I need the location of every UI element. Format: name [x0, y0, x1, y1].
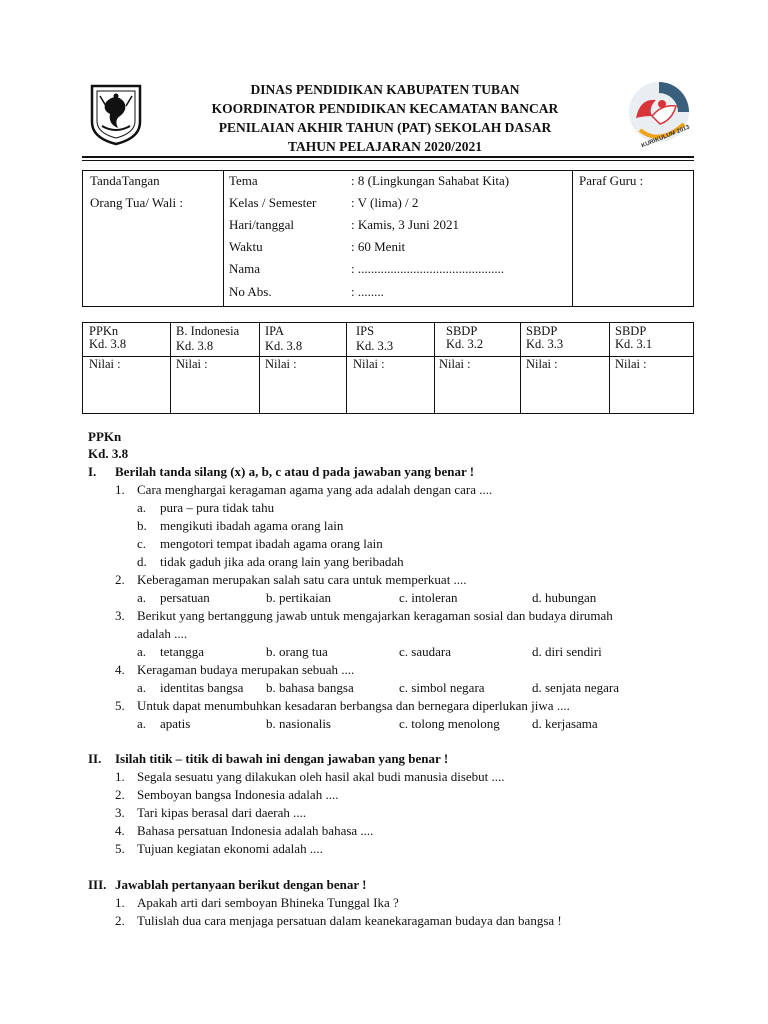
score-table-divider — [520, 323, 521, 413]
option-text[interactable]: d. kerjasama — [532, 716, 598, 731]
subject-kd: Kd. 3.2 — [446, 337, 484, 351]
score-field[interactable]: Nilai : — [526, 357, 558, 371]
section-subject: PPKn — [88, 429, 122, 444]
part1-number: I. — [88, 464, 97, 479]
question-number: 1. — [115, 482, 125, 497]
option-text[interactable]: b. bahasa bangsa — [266, 680, 354, 695]
question-text: Keragaman budaya merupakan sebuah .... — [137, 662, 355, 677]
question-text: Segala sesuatu yang dilakukan oleh hasil akal budi manusia disebut .... — [137, 769, 505, 784]
subject-name: SBDP — [526, 324, 558, 338]
option-letter: a. — [137, 500, 147, 515]
option-text[interactable]: persatuan — [160, 590, 210, 605]
time-label: Waktu — [229, 239, 263, 254]
option-text[interactable]: b. orang tua — [266, 644, 328, 659]
option-text[interactable]: pura – pura tidak tahu — [160, 500, 275, 515]
option-text[interactable]: b. nasionalis — [266, 716, 331, 731]
question-text: Untuk dapat menumbuhkan kesadaran berbangsa dan bernegara diperlukan jiwa .... — [137, 698, 570, 713]
question-number: 4. — [115, 823, 125, 838]
time-value: : 60 Menit — [351, 239, 406, 254]
option-text[interactable]: c. intoleran — [399, 590, 458, 605]
option-letter: b. — [137, 518, 147, 533]
header-line-1: DINAS PENDIDIKAN KABUPATEN TUBAN — [250, 82, 520, 97]
score-table-divider — [170, 323, 171, 413]
option-text[interactable]: mengikuti ibadah agama orang lain — [160, 518, 344, 533]
score-field[interactable]: Nilai : — [353, 357, 385, 371]
subject-name: IPS — [356, 324, 375, 338]
option-text[interactable]: d. senjata negara — [532, 680, 619, 695]
option-text[interactable]: tidak gaduh jika ada orang lain yang beribadah — [160, 554, 404, 569]
option-letter: d. — [137, 554, 147, 569]
option-text[interactable]: mengotori tempat ibadah agama orang lain — [160, 536, 383, 551]
question-text: Tari kipas berasal dari daerah .... — [137, 805, 307, 820]
option-text[interactable]: identitas bangsa — [160, 680, 244, 695]
info-table-divider — [572, 171, 573, 306]
question-text: Cara menghargai keragaman agama yang ada adalah dengan cara .... — [137, 482, 493, 497]
question-text: Berikut yang bertanggung jawab untuk mengajarkan keragaman sosial dan budaya dirumah — [137, 608, 613, 623]
header-line-3: PENILAIAN AKHIR TAHUN (PAT) SEKOLAH DASAR — [218, 120, 552, 135]
regency-emblem-logo — [88, 82, 144, 146]
question-number: 3. — [115, 608, 125, 623]
score-table — [82, 322, 694, 414]
score-table-divider — [609, 323, 610, 413]
question-text: Tujuan kegiatan ekonomi adalah .... — [137, 841, 323, 856]
question-number: 4. — [115, 662, 125, 677]
question-text: Bahasa persatuan Indonesia adalah bahasa .... — [137, 823, 374, 838]
score-table-divider — [434, 323, 435, 413]
subject-name: B. Indonesia — [176, 324, 240, 338]
score-table-divider — [346, 323, 347, 413]
document-header — [160, 80, 610, 156]
question-text-continued: adalah .... — [137, 626, 188, 641]
subject-kd: Kd. 3.3 — [526, 337, 564, 351]
student-info-table — [82, 170, 694, 307]
score-field[interactable]: Nilai : — [615, 357, 647, 371]
option-text[interactable]: d. hubungan — [532, 590, 597, 605]
question-number: 5. — [115, 698, 125, 713]
name-label: Nama — [229, 261, 261, 276]
score-table-divider — [259, 323, 260, 413]
subject-kd: Kd. 3.8 — [89, 337, 127, 351]
kurikulum-2013-logo — [626, 76, 692, 154]
subject-name: SBDP — [446, 324, 478, 338]
question-number: 2. — [115, 572, 125, 587]
part3-number: III. — [88, 877, 107, 892]
question-number: 5. — [115, 841, 125, 856]
question-number: 2. — [115, 787, 125, 802]
section-kd: Kd. 3.8 — [88, 446, 129, 461]
class-semester-value: : V (lima) / 2 — [351, 195, 419, 210]
question-number: 3. — [115, 805, 125, 820]
question-text: Keberagaman merupakan salah satu cara untuk memperkuat .... — [137, 572, 467, 587]
attendance-number-label: No Abs. — [229, 284, 272, 299]
date-value: : Kamis, 3 Juni 2021 — [351, 217, 459, 232]
option-letter: a. — [137, 680, 147, 695]
attendance-number-field[interactable]: : ........ — [351, 284, 384, 299]
score-field[interactable]: Nilai : — [439, 357, 471, 371]
parent-guardian-label: Orang Tua/ Wali : — [90, 195, 183, 210]
option-letter: a. — [137, 644, 147, 659]
option-text[interactable]: tetangga — [160, 644, 205, 659]
class-semester-label: Kelas / Semester — [229, 195, 317, 210]
question-text: Semboyan bangsa Indonesia adalah .... — [137, 787, 339, 802]
question-text: Apakah arti dari semboyan Bhineka Tunggal Ika ? — [137, 895, 399, 910]
option-text[interactable]: c. tolong menolong — [399, 716, 500, 731]
theme-label: Tema — [229, 173, 258, 188]
question-number: 1. — [115, 769, 125, 784]
part2-number: II. — [88, 751, 102, 766]
option-letter: a. — [137, 716, 147, 731]
header-rule-thin — [82, 160, 694, 161]
option-text[interactable]: b. pertikaian — [266, 590, 331, 605]
date-label: Hari/tanggal — [229, 217, 294, 232]
info-table-divider — [223, 171, 224, 306]
part1-instruction: Berilah tanda silang (x) a, b, c atau d pada jawaban yang benar ! — [115, 464, 475, 479]
part2-instruction: Isilah titik – titik di bawah ini dengan jawaban yang benar ! — [115, 751, 449, 766]
score-field[interactable]: Nilai : — [265, 357, 297, 371]
subject-name: SBDP — [615, 324, 647, 338]
option-letter: a. — [137, 590, 147, 605]
option-text[interactable]: c. simbol negara — [399, 680, 485, 695]
option-text[interactable]: apatis — [160, 716, 191, 731]
subject-name: PPKn — [89, 324, 119, 338]
header-line-2: KOORDINATOR PENDIDIKAN KECAMATAN BANCAR — [211, 101, 559, 116]
question-number: 1. — [115, 895, 125, 910]
header-line-4: TAHUN PELAJARAN 2020/2021 — [287, 139, 482, 154]
part3-instruction: Jawablah pertanyaan berikut dengan benar ! — [115, 877, 367, 892]
option-text[interactable]: d. diri sendiri — [532, 644, 602, 659]
subject-kd: Kd. 3.8 — [265, 339, 303, 353]
subject-kd: Kd. 3.8 — [176, 339, 214, 353]
question-number: 2. — [115, 913, 125, 928]
signature-label: TandaTangan — [90, 173, 160, 188]
header-rule-thick — [82, 156, 694, 158]
subject-kd: Kd. 3.1 — [615, 337, 653, 351]
teacher-initial-label: Paraf Guru : — [579, 173, 644, 188]
score-field[interactable]: Nilai : — [176, 357, 208, 371]
kurikulum-logo-text: KURIKULUM 2013 — [640, 124, 691, 150]
subject-name: IPA — [265, 324, 284, 338]
theme-value: : 8 (Lingkungan Sahabat Kita) — [351, 173, 510, 188]
question-text: Tulislah dua cara menjaga persatuan dalam keanekaragaman budaya dan bangsa ! — [137, 913, 562, 928]
score-field[interactable]: Nilai : — [89, 357, 121, 371]
subject-kd: Kd. 3.3 — [356, 339, 394, 353]
score-table-row-divider — [83, 356, 693, 357]
name-field[interactable]: : ............................................. — [351, 261, 505, 276]
option-text[interactable]: c. saudara — [399, 644, 451, 659]
option-letter: c. — [137, 536, 147, 551]
